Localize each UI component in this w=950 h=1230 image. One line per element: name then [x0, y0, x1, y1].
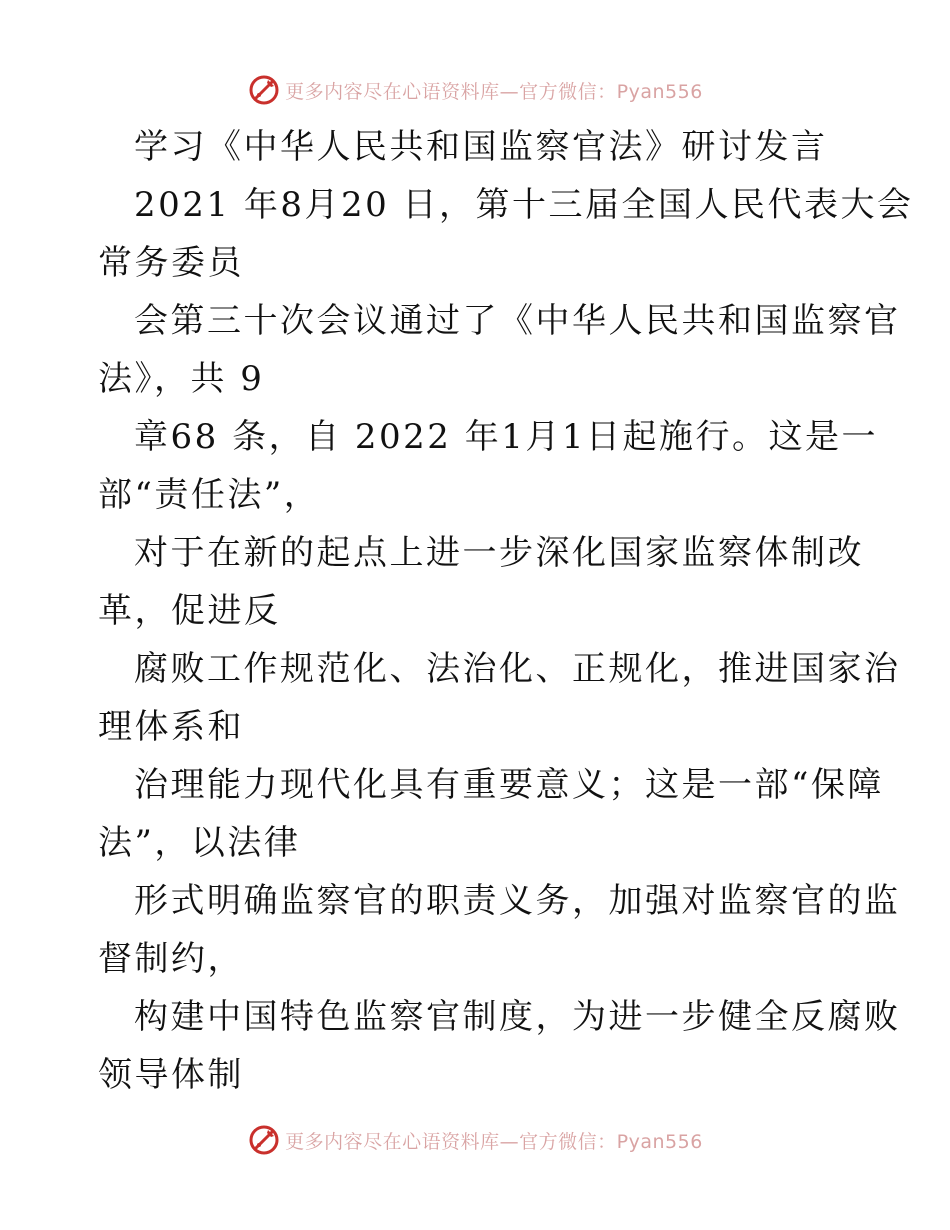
text-line: 治理能力现代化具有重要意义；这是一部“保障 [134, 765, 884, 805]
footer-watermark-banner [0, 1120, 950, 1160]
text-line: 构建中国特色监察官制度，为进一步健全反腐败 [134, 997, 901, 1037]
text-line: 腐败工作规范化、法治化、正规化，推进国家治 [134, 649, 901, 689]
text-line: 形式明确监察官的职责义务，加强对监察官的监 [134, 881, 901, 921]
text-line: 领导体制 [98, 1055, 244, 1095]
document-body [98, 118, 914, 1104]
text-line: 理体系和 [98, 707, 244, 747]
text-line: 法”，以法律 [98, 823, 301, 863]
header-watermark-text: 更多内容尽在心语资料库—官方微信：Pyan556 [285, 80, 703, 103]
text-line: 对于在新的起点上进一步深化国家监察体制改 [134, 533, 864, 573]
pen-logo-icon [247, 73, 281, 107]
text-line: 2021 年8月20 日，第十三届全国人民代表大会 [134, 185, 914, 225]
text-line: 常务委员 [98, 243, 244, 283]
footer-watermark-text: 更多内容尽在心语资料库—官方微信：Pyan556 [285, 1130, 703, 1153]
text-line: 会第三十次会议通过了《中华人民共和国监察官 [134, 301, 901, 341]
text-line: 学习《中华人民共和国监察官法》研讨发言 [134, 127, 828, 167]
text-line: 督制约， [98, 939, 244, 979]
header-watermark-banner [0, 70, 950, 110]
text-line: 法》，共 9 [98, 359, 265, 399]
text-line: 部“责任法”， [98, 475, 321, 515]
pen-logo-icon [247, 1123, 281, 1157]
text-line: 章68 条，自 2022 年1月1日起施行。这是一 [134, 417, 878, 457]
text-line: 革，促进反 [98, 591, 281, 631]
